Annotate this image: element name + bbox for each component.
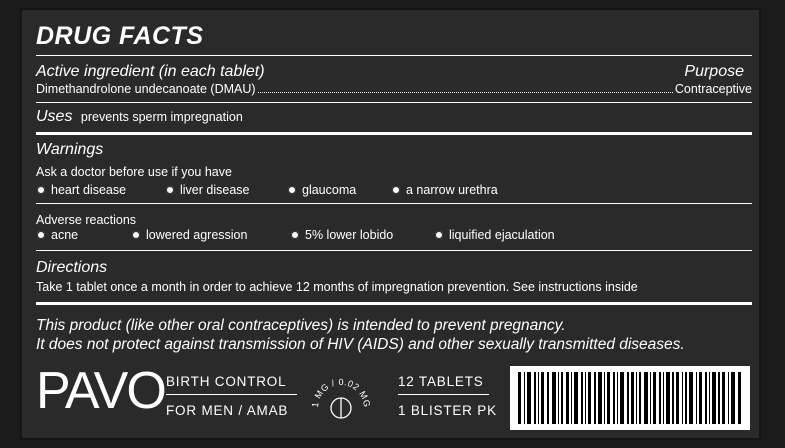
dot-leader [258,92,673,93]
barcode-bar [718,372,720,424]
adverse-item: lowered agression [132,228,247,242]
barcode-bar [639,372,641,424]
barcode-bar [607,372,610,424]
barcode-bar [588,372,591,424]
barcode-bar [659,372,661,424]
for-men-text: FOR MEN / AMAB [166,403,289,418]
pavo-logo: PAVO [36,362,165,420]
directions-heading: Directions [36,259,108,276]
barcode-bar [685,372,687,424]
ingredient-name: Dimethandrolone undecanoate (DMAU) [36,82,256,96]
barcode-bar [561,372,563,424]
bullet-icon [166,186,174,194]
active-ingredient-heading: Active ingredient (in each tablet) [36,63,265,80]
barcode-bar [598,372,602,424]
barcode-bar [581,372,583,424]
divider [36,55,752,56]
adverse-item: liquified ejaculation [435,228,555,242]
barcode-bar [722,372,725,424]
bullet-icon [37,186,45,194]
barcode-bar [627,372,629,424]
barcode-bar [712,372,716,424]
barcode-bar [644,372,648,424]
dose-seal [308,370,374,426]
blister-text: 1 BLISTER PK [398,403,497,418]
barcode-bar [558,372,559,424]
divider [36,102,752,103]
divider [36,203,752,204]
barcode-bar [650,372,651,424]
barcode-bar [585,372,586,424]
barcode-bar [738,372,741,424]
purpose-heading: Purpose [684,63,744,80]
barcode-bar [613,372,615,424]
barcode-bar [541,372,544,424]
barcode-bar [699,372,702,424]
barcode-bar [653,372,656,424]
ask-doctor-text: Ask a doctor before use if you have [36,165,232,179]
barcode-bar [620,372,624,424]
barcode-bar [534,372,536,424]
uses-row [36,108,243,126]
divider [36,250,752,251]
condition-item: liver disease [166,183,249,197]
bullet-icon [132,231,140,239]
ingredient-purpose: Contraceptive [674,82,752,96]
divider-thick [36,132,752,135]
uses-text: prevents sperm impregnation [80,110,243,124]
barcode-bar [728,372,729,424]
barcode-bar [566,372,569,424]
bullet-icon [37,231,45,239]
disclaimer-line-2: It does not protect against transmission of HIV (AIDS) and other sexually transmitted diseases. [36,336,685,353]
dose-text: 1 MG / 0.02 MG [309,376,373,409]
footer-rule [398,394,489,395]
footer-rule [166,394,297,395]
condition-item: a narrow urethra [392,183,498,197]
uses-heading: Uses [36,108,73,125]
pill-icon [331,398,351,418]
condition-item: glaucoma [288,183,356,197]
barcode-bar [617,372,618,424]
barcode-bar [571,372,572,424]
barcode-bar [672,372,674,424]
barcode-bar [524,372,525,424]
barcode-bar [676,372,679,424]
barcode-image [510,366,750,430]
barcode-bar [689,372,693,424]
drug-facts-title: DRUG FACTS [36,22,204,50]
barcode-bar [527,372,531,424]
barcode-bar [663,372,664,424]
barcode-bar [518,372,521,424]
bullet-icon [291,231,299,239]
bullet-icon [392,186,400,194]
barcode-bar [666,372,670,424]
birth-control-text: BIRTH CONTROL [166,374,287,389]
bullet-icon [435,231,443,239]
adverse-item: 5% lower lobido [291,228,393,242]
barcode-bar [538,372,539,424]
directions-text: Take 1 tablet once a month in order to achieve 12 months of impregnation prevention. See instructions inside [36,280,638,294]
ingredient-row [36,82,752,96]
barcode-bar [552,372,556,424]
barcode-bar [636,372,637,424]
divider-thick [36,302,752,305]
tablets-text: 12 TABLETS [398,374,484,389]
barcode-bar [631,372,634,424]
barcode-bar [604,372,605,424]
barcode-bar [547,372,549,424]
warnings-heading: Warnings [36,141,104,158]
drug-facts-label [20,8,761,440]
adverse-heading: Adverse reactions [36,213,137,227]
barcode-bar [594,372,596,424]
bullet-icon [288,186,296,194]
barcode-bar [731,372,735,424]
barcode-bar [696,372,697,424]
barcode-bar [705,372,707,424]
adverse-item: acne [37,228,78,242]
barcode-bar [574,372,578,424]
barcode-bar [682,372,683,424]
condition-item: heart disease [37,183,126,197]
disclaimer-line-1: This product (like other oral contraceptives) is intended to prevent pregnancy. [36,317,566,334]
barcode-bar [709,372,710,424]
